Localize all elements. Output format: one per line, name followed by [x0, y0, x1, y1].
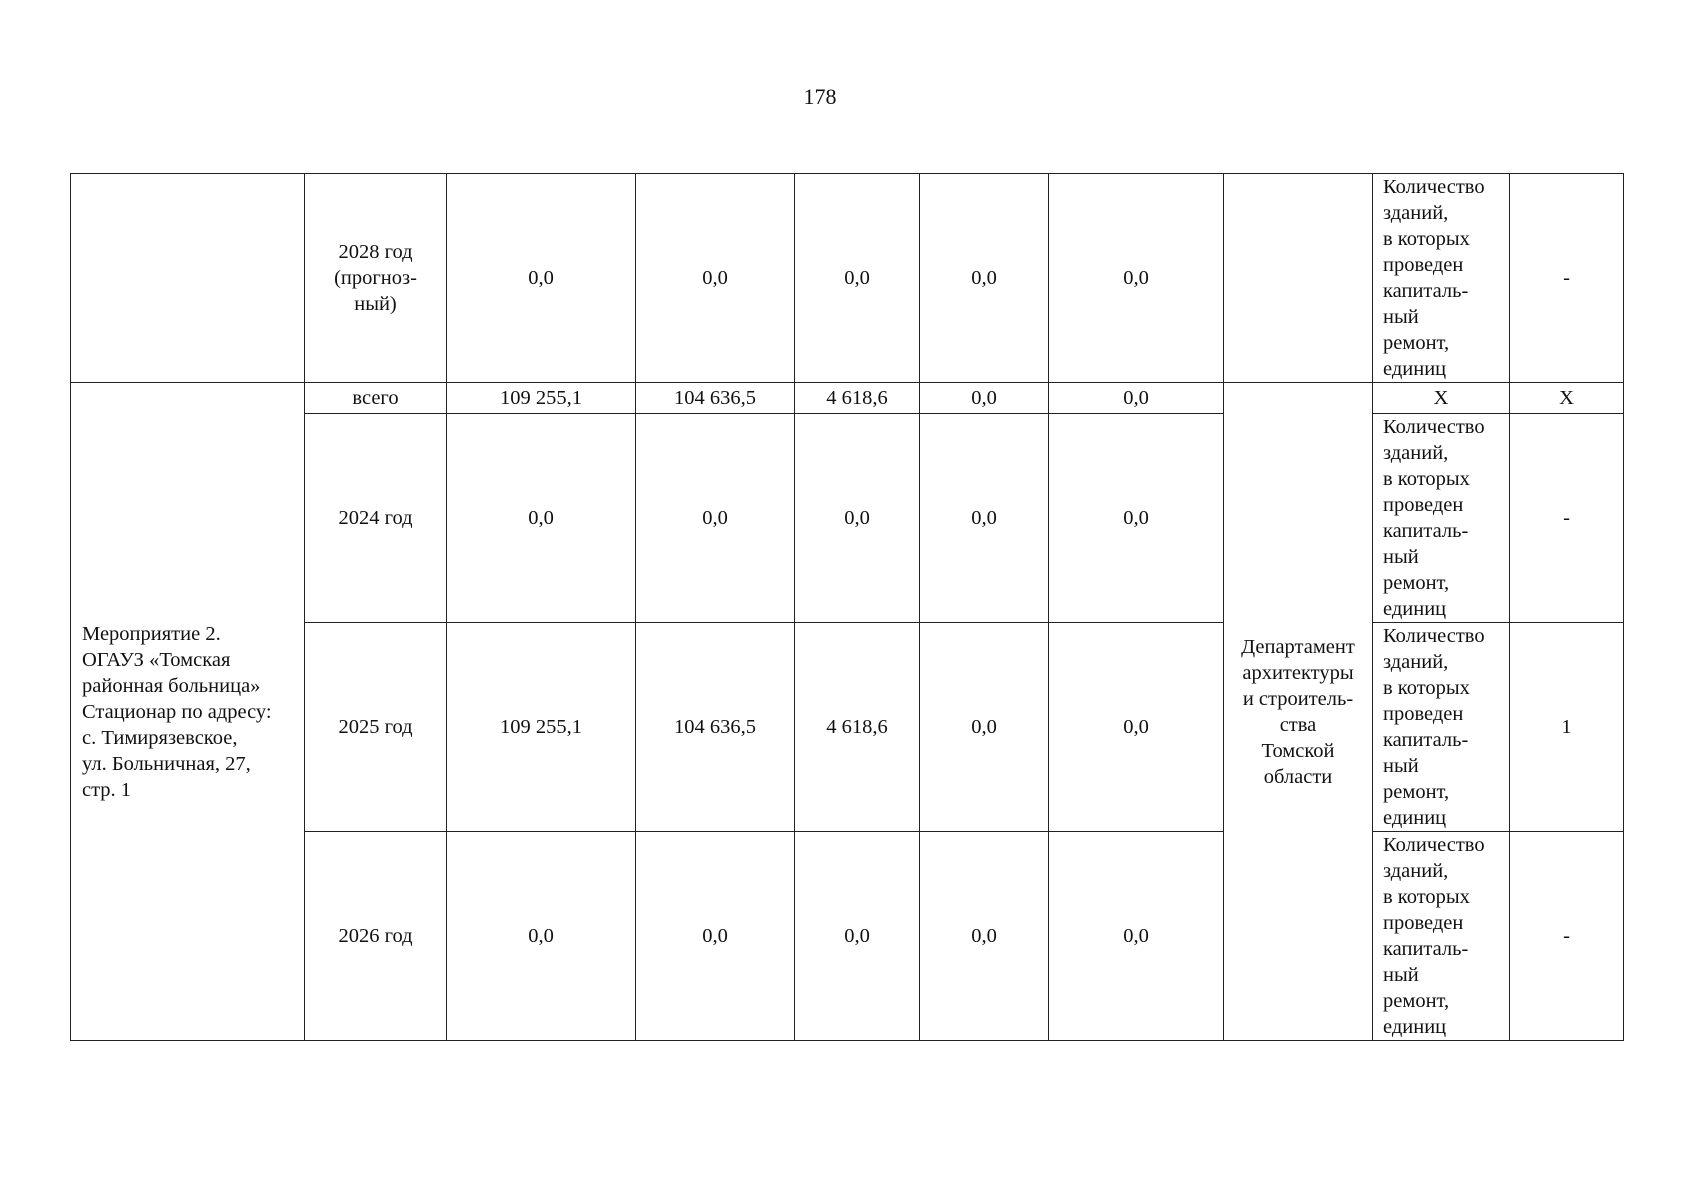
value-cell: 0,0: [1049, 414, 1224, 623]
value-cell: 0,0: [447, 174, 636, 383]
executor-cell: Департамент архитектуры и строитель- ства Томской области: [1224, 383, 1373, 1041]
page-number: 178: [803, 84, 837, 109]
value-cell: 0,0: [447, 414, 636, 623]
year-cell: 2025 год: [305, 623, 447, 832]
value-cell: 109 255,1: [447, 623, 636, 832]
measure-name-cell: Мероприятие 2. ОГАУЗ «Томская районная больница» Стационар по адресу: с. Тимирязевское, ул. Больничная, 27, стр. 1: [71, 383, 305, 1041]
value-cell: 0,0: [1049, 174, 1224, 383]
value-cell: 0,0: [795, 832, 920, 1041]
indicator-name-cell: Количество зданий, в которых проведен капиталь- ный ремонт, единиц: [1373, 623, 1510, 832]
value-cell: 0,0: [920, 383, 1049, 414]
value-cell: 0,0: [1049, 832, 1224, 1041]
value-cell: 0,0: [795, 174, 920, 383]
value-cell: 109 255,1: [447, 383, 636, 414]
indicator-name-cell: Количество зданий, в которых проведен капиталь- ный ремонт, единиц: [1373, 832, 1510, 1041]
value-cell: 104 636,5: [636, 623, 795, 832]
indicator-name-cell: Количество зданий, в которых проведен капиталь- ный ремонт, единиц: [1373, 414, 1510, 623]
value-cell: 0,0: [920, 832, 1049, 1041]
value-cell: 4 618,6: [795, 623, 920, 832]
indicator-value-cell: -: [1510, 174, 1624, 383]
year-cell: 2024 год: [305, 414, 447, 623]
value-cell: 0,0: [636, 832, 795, 1041]
indicator-value-cell: 1: [1510, 623, 1624, 832]
value-cell: 0,0: [1049, 383, 1224, 414]
table-row: [71, 174, 1624, 383]
value-cell: 0,0: [636, 414, 795, 623]
indicator-value-cell: X: [1510, 383, 1624, 414]
value-cell: 0,0: [636, 174, 795, 383]
year-cell: 2026 год: [305, 832, 447, 1041]
table-row: [71, 383, 1624, 414]
program-table: [70, 173, 1624, 1041]
value-cell: 0,0: [1049, 623, 1224, 832]
value-cell: 0,0: [920, 623, 1049, 832]
value-cell: 0,0: [920, 414, 1049, 623]
empty-executor-cell: [1224, 174, 1373, 383]
value-cell: 0,0: [920, 174, 1049, 383]
indicator-name-cell: Количество зданий, в которых проведен капиталь- ный ремонт, единиц: [1373, 174, 1510, 383]
value-cell: 0,0: [795, 414, 920, 623]
value-cell: 104 636,5: [636, 383, 795, 414]
value-cell: 4 618,6: [795, 383, 920, 414]
indicator-value-cell: -: [1510, 832, 1624, 1041]
year-cell: 2028 год (прогноз- ный): [305, 174, 447, 383]
empty-measure-cell: [71, 174, 305, 383]
year-cell: всего: [305, 383, 447, 414]
indicator-value-cell: -: [1510, 414, 1624, 623]
value-cell: 0,0: [447, 832, 636, 1041]
indicator-name-cell: X: [1373, 383, 1510, 414]
